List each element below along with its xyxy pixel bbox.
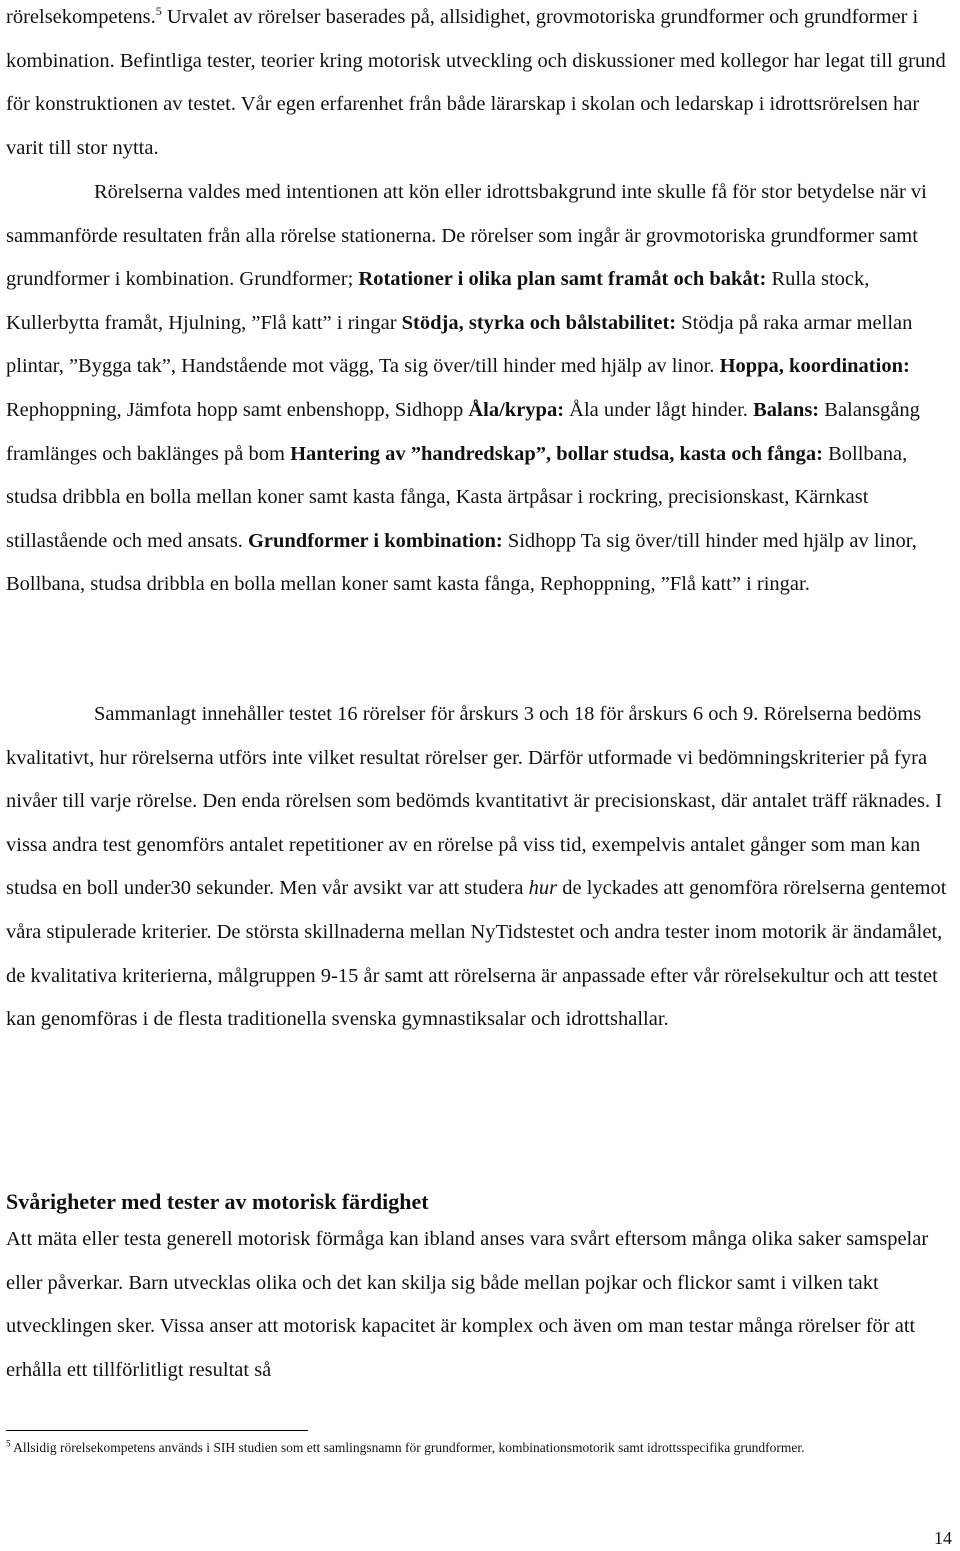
- bold-term: Hantering av ”handredskap”, bollar studsa, kasta och fånga:: [290, 442, 823, 465]
- footnote-text: Allsidig rörelsekompetens används i SIH studien som ett samlingsnamn för grundformer, kombinationsmotorik samt idrottsspecifika grundformer.: [10, 1440, 805, 1455]
- paragraph-text: Sidhopp Ta sig över/till hinder med hjälp av linor, Bollbana, studsa dribbla en bolla mellan koner samt kasta fånga, Rephoppning, ”Flå katt” i ringar.: [6, 529, 917, 596]
- paragraph-text: Urvalet av rörelser baserades på, allsidighet, grovmotoriska grundformer och grundformer i kombination. Befintliga tester, teorier kring motorisk utveckling och diskussioner med kollegor har legat till grund för konstruktionen av testet. Vår egen erfarenhet från både lärarskap i skolan och ledarskap i idrottsrörelsen har varit till stor nytta.: [6, 6, 946, 159]
- footnote-reference[interactable]: 5: [155, 4, 162, 19]
- bold-term: Grundformer i kombination:: [247, 529, 503, 552]
- section-heading: Svårigheter med tester av motorisk färdighet: [6, 1189, 429, 1214]
- page-number: 14: [934, 1528, 952, 1548]
- paragraph-text: Rulla stock, Kullerbytta framåt, Hjulning, ”Flå katt” i ringar: [6, 268, 870, 334]
- paragraph-text: Sammanlagt innehåller testet 16 rörelser för årskurs 3 och 18 för årskurs 6 och 9. Rörelserna bedöms kvalitativt, hur rörelserna utförs inte vilket resultat rörelser ger. Därför utformade vi bedömningskriterier på fyra nivåer till varje rörelse. Den enda rörelsen som bedömds kvantitativt är precisionskast, där antalet träff räknades. I vissa andra test genomförs antalet repetitioner av en rörelse på viss tid, exempelvis antalet gånger som man kan studsa en boll under30 sekunder. Men vår avsikt var att studera: [6, 703, 943, 900]
- paragraph-text: de lyckades att genomföra rörelserna gentemot våra stipulerade kriterier. De största skillnaderna mellan NyTidstestet och andra tester inom motorik är ändamålet, de kvalitativa kriterierna, målgruppen 9-15 år samt att rörelserna är anpassade efter vår rörelsekultur och att testet kan genomföras i de flesta traditionella svenska gymnastiksalar och idrottshallar.: [6, 877, 947, 1031]
- italic-term: hur: [528, 877, 558, 900]
- bold-term: Hoppa, koordination:: [719, 355, 910, 378]
- bold-term: Balans:: [753, 398, 820, 421]
- paragraph: [6, 693, 956, 1042]
- bold-term: Rotationer i olika plan samt framåt och bakåt:: [358, 268, 767, 291]
- footnote: [6, 1438, 956, 1458]
- paragraph: [6, 0, 956, 170]
- paragraph: Att mäta eller testa generell motorisk förmåga kan ibland anses vara svårt eftersom många olika saker samspelar eller påverkar. Barn utvecklas olika och det kan skilja sig både mellan pojkar och flickor samt i vilken takt utvecklingen sker. Vissa anser att motorisk kapacitet är komplex och även om man testar många rörelser för att erhålla ett tillförlitligt resultat så: [6, 1228, 929, 1381]
- paragraph-text: rörelsekompetens.: [6, 6, 156, 28]
- bold-term: Stödja, styrka och bålstabilitet:: [401, 311, 677, 334]
- paragraph-text: Stödja på raka armar mellan plintar, ”Bygga tak”, Handstående mot vägg, Ta sig över/till hinder med hjälp av linor.: [6, 311, 913, 378]
- footnote-separator: [6, 1430, 308, 1431]
- paragraph: [6, 171, 956, 607]
- paragraph-text: Rörelserna valdes med intentionen att kön eller idrottsbakgrund inte skulle få för stor betydelse när vi sammanförde resultaten från alla rörelse stationerna. De rörelser som ingår är grovmotoriska grundformer samt grundformer i kombination. Grundformer;: [6, 181, 927, 291]
- paragraph-text: Rephoppning, Jämfota hopp samt enbenshopp, Sidhopp: [6, 398, 469, 421]
- paragraph-text: Åla under lågt hinder.: [564, 398, 754, 421]
- footnote-number: 5: [6, 1438, 11, 1449]
- paragraph-text: Bollbana, studsa dribbla en bolla mellan koner samt kasta fånga, Kasta ärtpåsar i rockring, precisionskast, Kärnkast stillastående och med ansats.: [6, 442, 908, 552]
- paragraph-text: Balansgång framlänges och baklänges på bom: [6, 398, 920, 465]
- bold-term: Åla/krypa:: [468, 398, 565, 421]
